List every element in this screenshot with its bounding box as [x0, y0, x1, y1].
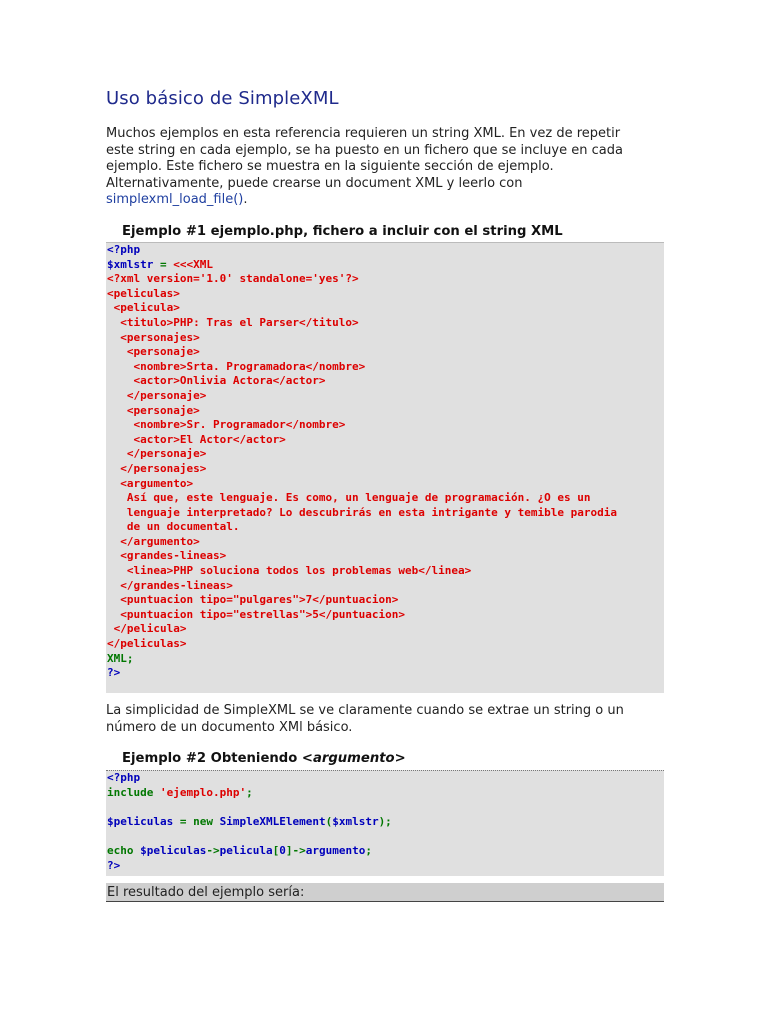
- intro-end: .: [243, 192, 248, 208]
- example-1-code-line: <grandes-lineas>: [107, 549, 227, 563]
- simplicity-paragraph: La simplicidad de SimpleXML se ve claramente cuando se extrae un string o un número de un documento XMl básico.: [106, 703, 624, 735]
- example-1-code-line: <pelicula>: [107, 301, 180, 315]
- example-1-code-line: <actor>El Actor</actor>: [107, 432, 286, 446]
- example-2-code-block: [106, 770, 664, 876]
- example-1-code-line: <?xml version='1.0' standalone='yes'?>: [107, 272, 359, 286]
- example-1-code-line: <nombre>Sr. Programador</nombre>: [107, 418, 346, 432]
- example-2-title-suffix: >: [394, 751, 406, 766]
- example-1-code-line: <nombre>Srta. Programadora</nombre>: [107, 359, 366, 373]
- example-1-code-line: <personajes>: [107, 330, 200, 344]
- example-2-code-line: $peliculas = new SimpleXMLElement($xmlstr);: [107, 814, 392, 828]
- example-2-code-line: echo $peliculas->pelicula[0]->argumento;: [107, 843, 372, 857]
- example-1-code-line: </personaje>: [107, 447, 207, 461]
- example-1-code-line: <peliculas>: [107, 286, 180, 300]
- example-1-code-line: </personajes>: [107, 461, 207, 475]
- example-1-code-line: </personaje>: [107, 388, 207, 402]
- example-1-code-line: $xmlstr = <<<XML: [107, 257, 213, 271]
- example-1-code-line: <argumento>: [107, 476, 194, 490]
- example-1-code-line: <personaje>: [107, 345, 200, 359]
- example-1-code-line: ?>: [107, 666, 121, 680]
- intro-paragraph: [106, 126, 646, 209]
- example-2-title: [122, 751, 406, 766]
- example-2-code-line: [107, 800, 664, 815]
- example-1-code-line: <linea>PHP soluciona todos los problemas web</linea>: [107, 564, 472, 578]
- example-1-code-line: <actor>Onlivia Actora</actor>: [107, 374, 326, 388]
- example-1-code-line: <puntuacion tipo="estrellas">5</puntuacion>: [107, 607, 406, 621]
- intro-text: Muchos ejemplos en esta referencia requieren un string XML. En vez de repetir este string en cada ejemplo, se ha puesto en un fichero que se incluye en cada ejemplo. Este fichero se muestra en la siguiente sección de ejemplo. Alternativamente, puede crearse un document XML y leerlo con: [106, 126, 623, 191]
- example-1-code-line: lenguaje interpretado? Lo descubrirás en esta intrigante y temible parodia: [107, 505, 617, 519]
- example-1-code-line: de un documental.: [107, 520, 240, 534]
- example-2-code-line: ?>: [107, 858, 121, 872]
- example-2-code-line: include 'ejemplo.php';: [107, 785, 253, 799]
- example-1-code-line: Así que, este lenguaje. Es como, un lenguaje de programación. ¿O es un: [107, 491, 591, 505]
- example-2-title-em: argumento: [312, 751, 395, 766]
- example-1-code-line: <?php: [107, 243, 141, 256]
- section-title: Uso básico de SimpleXML: [106, 88, 339, 109]
- example-1-code-line: </peliculas>: [107, 637, 187, 651]
- example-1-code-block: [106, 242, 664, 693]
- example-1-code-line: </argumento>: [107, 534, 200, 548]
- example-2-code-line: [107, 829, 664, 844]
- example-1-code-line: <personaje>: [107, 403, 200, 417]
- example-2-code-line: <?php: [107, 771, 141, 784]
- example-2-title-prefix: Ejemplo #2 Obteniendo <: [122, 751, 313, 766]
- example-1-code-line: </pelicula>: [107, 622, 187, 636]
- example-1-code-line: </grandes-lineas>: [107, 578, 233, 592]
- example-1-code-line: <titulo>PHP: Tras el Parser</titulo>: [107, 315, 359, 329]
- result-label: El resultado del ejemplo sería:: [106, 883, 664, 902]
- example-1-title: Ejemplo #1 ejemplo.php, fichero a incluir con el string XML: [122, 224, 563, 239]
- simplexml-load-file-link[interactable]: simplexml_load_file(): [106, 192, 244, 208]
- example-1-code-line: <puntuacion tipo="pulgares">7</puntuacion>: [107, 593, 399, 607]
- example-1-code-line: XML;: [107, 651, 134, 665]
